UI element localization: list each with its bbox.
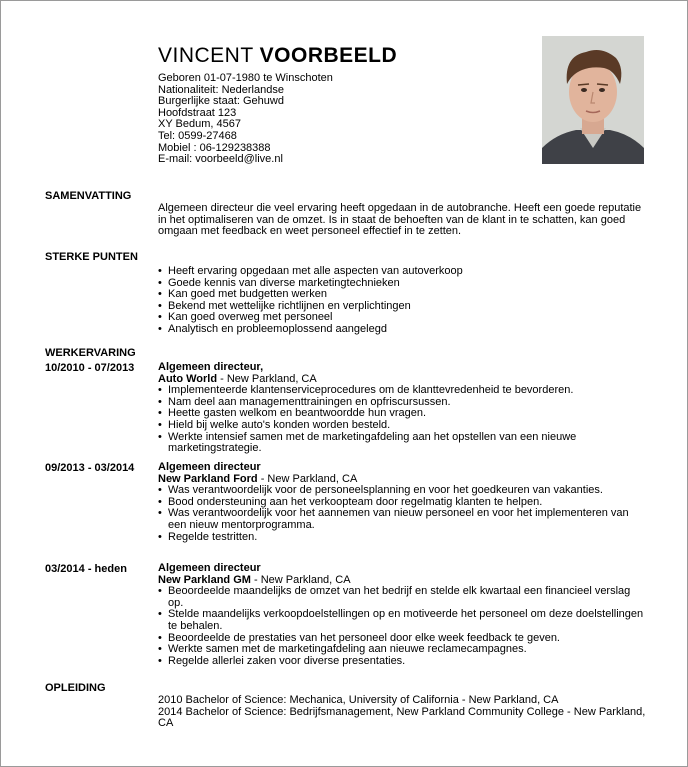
job-dates: 03/2014 - heden [45,563,127,575]
list-item: • Was verantwoordelijk voor het aannemen van nieuw personeel en voor het implementeren van een nieuw mentorprogramma. [158,508,648,531]
job-location: - New Parkland, CA [217,372,317,385]
summary-title: SAMENVATTING [45,190,132,202]
birth-info: Geboren 01-07-1980 te Winschoten [158,72,333,84]
job-1-body [45,361,648,455]
job-1 [45,362,648,455]
job-role: Algemeen directeur, [158,361,264,373]
job-role: Algemeen directeur [158,461,261,473]
job-company: New Parkland GM [158,573,251,586]
phone: Tel: 0599-27468 [158,129,237,142]
education-body [158,695,648,730]
list-item: • Kan goed overweg met personeel [158,312,648,324]
list-item: • Was verantwoordelijk voor de personeelsplanning en voor het goedkeuren van vakanties. [158,485,648,497]
list-item: • Kan goed met budgetten werken [158,289,648,301]
job-location: - New Parkland, CA [250,573,351,586]
list-item: • Werkte intensief samen met de marketingafdeling aan het opstellen van een nieuwe marketingstrategie. [158,432,648,455]
strengths-section [45,251,648,336]
personal-info [158,73,397,166]
job-dates: 09/2013 - 03/2014 [45,462,135,474]
strengths-list [158,266,648,336]
email: E-mail: voorbeeld@live.nl [158,153,283,166]
profile-photo [542,36,644,164]
education-section [45,682,648,730]
experience-title: WERKERVARING [45,347,136,359]
list-item: • Beoordeelde de prestaties van het personeel door elke week feedback te geven. [158,633,648,645]
resume-header [158,44,397,166]
list-item: • Analytisch en probleemoplossend aangelegd [158,324,648,336]
list-item: • Implementeerde klantenserviceprocedures om de klanttevredenheid te bevorderen. [158,385,648,397]
education-title: OPLEIDING [45,682,106,694]
job-dates: 10/2010 - 07/2013 [45,362,135,374]
portrait-image [542,36,644,164]
education-item: 2010 Bachelor of Science: Mechanica, University of California - New Parkland, CA [158,694,559,706]
first-name: VINCENT [158,44,254,67]
job-bullets [158,385,648,455]
list-item: • Goede kennis van diverse marketingtechnieken [158,278,648,290]
street-address: Hoofdstraat 123 [158,106,237,119]
job-bullets [158,586,648,667]
last-name: VOORBEELD [259,44,398,67]
postal-city: XY Bedum, 4567 [158,118,241,131]
experience-section [45,347,648,359]
list-item: • Heeft ervaring opgedaan met alle aspecten van autoverkoop [158,266,648,278]
job-company: Auto World [158,372,218,385]
list-item: • Regelde testritten. [158,532,648,544]
list-item: • Nam deel aan managementtrainingen en opfriscursussen. [158,397,648,409]
list-item: • Heette gasten welkom en beantwoordde hun vragen. [158,408,648,420]
summary-body [158,203,648,238]
job-3-body [45,562,648,667]
list-item: • Beoordeelde maandelijks de omzet van het bedrijf en stelde elk kwartaal een financieel verslag op. [158,586,648,609]
list-item: • Regelde allerlei zaken voor diverse presentaties. [158,656,648,668]
list-item: • Hield bij welke auto's konden worden besteld. [158,420,648,432]
job-location: - New Parkland, CA [257,472,358,485]
job-3 [45,563,648,667]
job-role: Algemeen directeur [158,562,261,574]
list-item: • Bekend met wettelijke richtlijnen en verplichtingen [158,301,648,313]
job-bullets [158,485,648,543]
nationality: Nationaliteit: Nederlandse [158,83,284,96]
mobile: Mobiel : 06-129238388 [158,141,271,154]
summary-text: Algemeen directeur die veel ervaring heeft opgedaan in de autobranche. Heeft een goede reputatie in het optimaliseren van de omzet. Is in staat de behoeften van de klant in te schatten, kan goed omgaan met feedback en weet personeel effectief in te zetten. [158,202,645,238]
summary-section [45,190,648,238]
candidate-name [158,44,397,68]
strengths-body [158,266,648,336]
job-2 [45,462,648,543]
list-item: • Stelde maandelijks verkoopdoelstellingen op en motiveerde het personeel om deze doelstellingen te behalen. [158,609,648,632]
job-company: New Parkland Ford [158,472,258,485]
list-item: • Werkte samen met de marketingafdeling aan nieuwe reclamecampagnes. [158,644,648,656]
job-2-body [45,461,648,543]
education-item: 2014 Bachelor of Science: Bedrijfsmanagement, New Parkland Community College - New Parkland, CA [158,705,649,730]
strengths-title: STERKE PUNTEN [45,251,138,263]
list-item: • Bood ondersteuning aan het verkoopteam door regelmatig klanten te helpen. [158,497,648,509]
marital-status: Burgerlijke staat: Gehuwd [158,95,284,108]
